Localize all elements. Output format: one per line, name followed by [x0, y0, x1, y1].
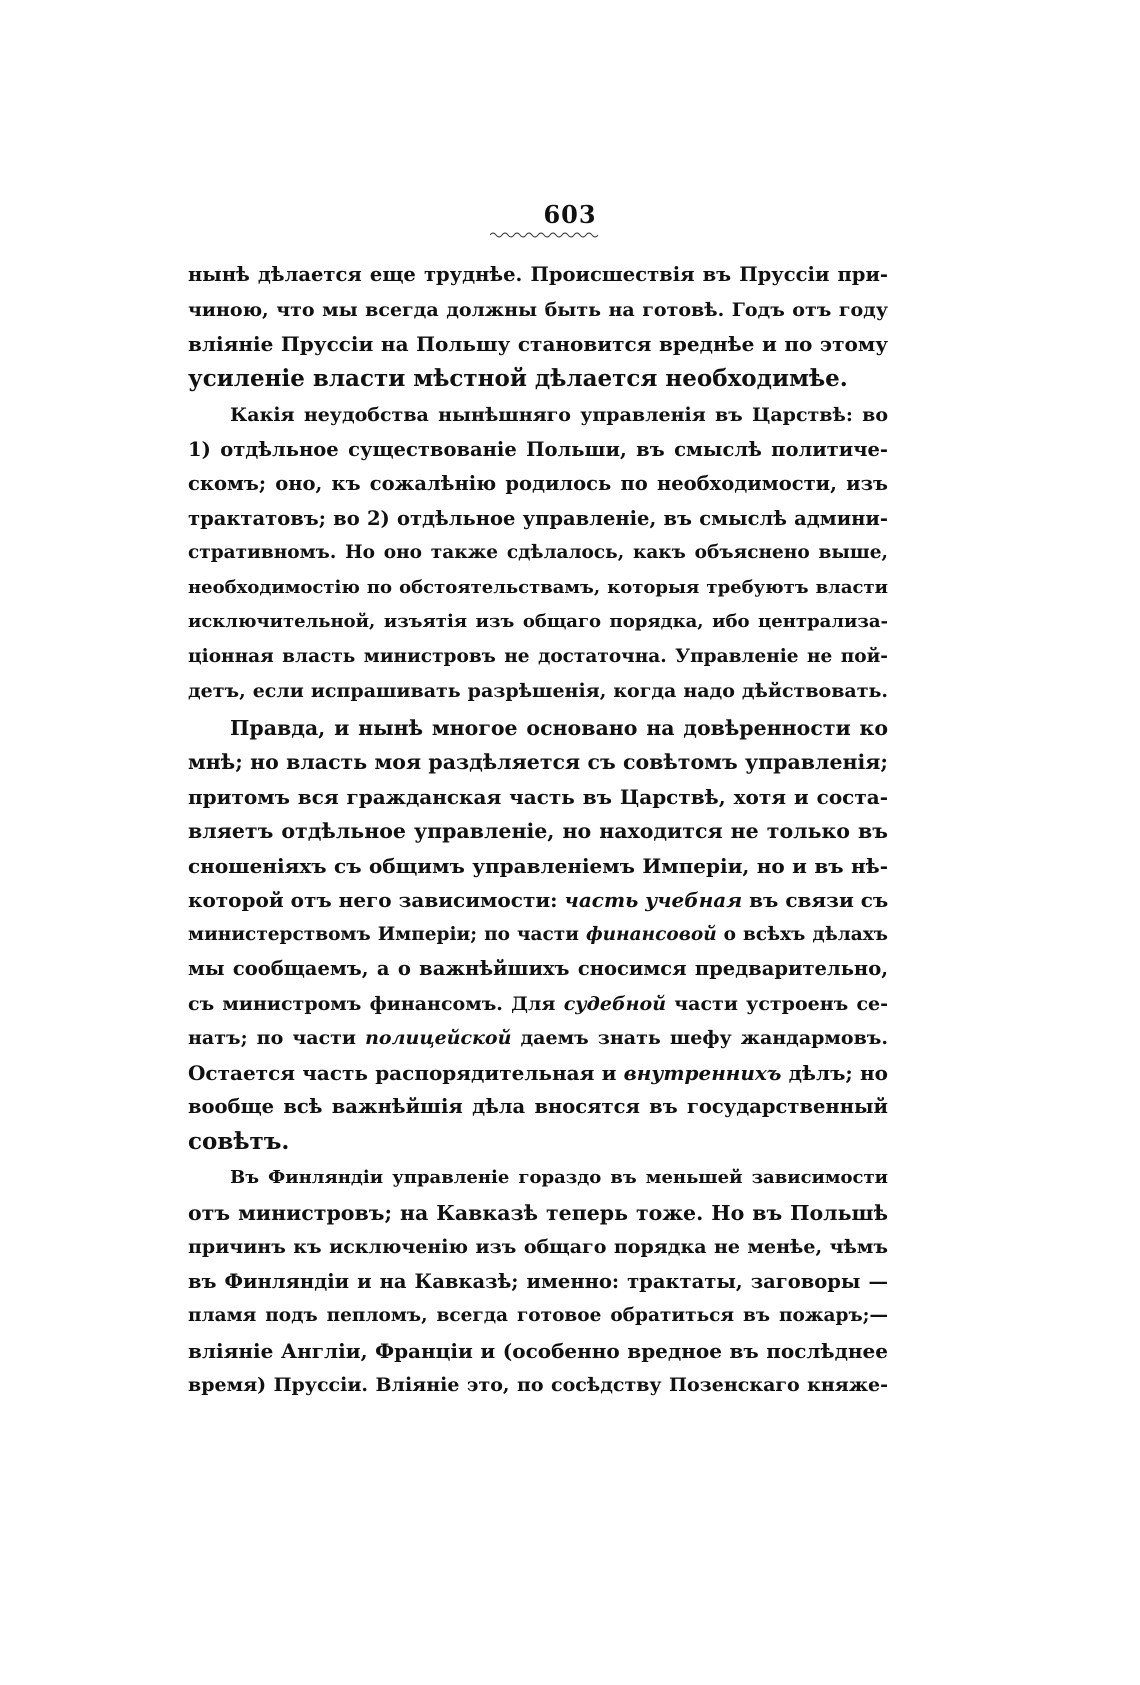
text-line: скомъ; оно, къ сожалѣнію родилось по необходимости, изъ: [188, 472, 888, 495]
body-text: [188, 258, 888, 1403]
emphasis: полицейской: [365, 1027, 512, 1049]
text-line: мнѣ; но власть моя раздѣляется съ совѣтомъ управленія;: [188, 750, 888, 774]
paragraph: [188, 1161, 888, 1403]
text-line: вліяніе Пруссіи на Польшу становится вреднѣе и по этому: [188, 332, 888, 356]
text-line: притомъ вся гражданская часть въ Царствѣ, хотя и соста-: [188, 784, 888, 809]
emphasis: судебной: [563, 992, 667, 1015]
text-line: Въ Финляндіи управленіе гораздо въ меньшей зависимости: [230, 1167, 888, 1188]
text-run: натъ; по части: [188, 1027, 366, 1049]
text-line: совѣтъ.: [188, 1127, 290, 1155]
text-line: Правда, и нынѣ многое основано на довѣренности ко: [230, 715, 888, 740]
text-line: трактатовъ; во 2) отдѣльное управленіе, въ смыслѣ админи-: [188, 506, 888, 530]
page-number: 603: [543, 200, 597, 229]
text-run: дѣлъ; но: [781, 1060, 888, 1085]
text-line: отъ министровъ; на Кавказѣ теперь тоже. Но въ Польшѣ: [188, 1200, 888, 1225]
text-line: ціонная власть министровъ не достаточна. Управленіе не пой-: [188, 645, 888, 667]
text-run: съ министромъ финансомъ. Для: [188, 992, 564, 1015]
text-line: 1) отдѣльное существованіе Польши, въ смыслѣ политиче-: [188, 437, 888, 461]
text-line: [188, 1056, 888, 1091]
text-line: усиленіе власти мѣстной дѣлается необходимѣе.: [188, 364, 848, 392]
text-line: стративномъ. Но оно также сдѣлалось, какъ объяснено выше,: [188, 542, 888, 563]
text-run: въ связи съ: [742, 888, 888, 912]
text-line: чиною, что мы всегда должны быть на готовѣ. Годъ отъ году: [188, 298, 888, 321]
text-line: вляетъ отдѣльное управленіе, но находится не только въ: [188, 819, 888, 843]
text-line: [188, 1021, 888, 1056]
emphasis: финансовой: [586, 923, 717, 945]
text-line: вліяніе Англіи, Франціи и (особенно вредное въ послѣднее: [188, 1338, 888, 1363]
text-line: [188, 918, 888, 953]
paragraph: [188, 711, 888, 1160]
text-line: исключительной, изъятія изъ общаго порядка, ибо централиза-: [188, 611, 888, 632]
text-run: министерствомъ Имперіи; по части: [188, 923, 586, 945]
text-run: Остается часть распорядительная и: [188, 1060, 624, 1085]
text-line: причинъ къ исключенію изъ общаго порядка не менѣе, чѣмъ: [188, 1236, 888, 1258]
text-line: мы сообщаемъ, а о важнѣйшихъ сносимся предварительно,: [188, 957, 888, 980]
text-line: [188, 883, 888, 918]
text-line: время) Пруссіи. Вліяніе это, по сосѣдству Позенскаго княже-: [188, 1374, 888, 1396]
paragraph: [188, 398, 888, 709]
text-line: сношеніяхъ съ общимъ управленіемъ Имперіи, но и въ нѣ-: [188, 853, 888, 878]
paragraph: [188, 258, 888, 396]
text-run: о всѣхъ дѣлахъ: [716, 923, 888, 945]
text-run: даемъ знать шефу жандармовъ.: [511, 1027, 888, 1049]
text-line: необходимостію по обстоятельствамъ, которыя требуютъ власти: [188, 576, 888, 598]
emphasis: внутреннихъ: [623, 1060, 782, 1085]
text-line: въ Финляндіи и на Кавказѣ; именно: трактаты, заговоры —: [188, 1269, 888, 1293]
page-number-ornament: [490, 230, 600, 240]
text-line: пламя подъ пепломъ, всегда готовое обратиться въ пожаръ;—: [188, 1305, 888, 1326]
text-line: нынѣ дѣлается еще труднѣе. Происшествія въ Пруссіи при-: [188, 263, 888, 286]
text-line: вообще всѣ важнѣйшія дѣла вносятся въ государственный: [188, 1095, 888, 1118]
text-line: Какія неудобства нынѣшняго управленія въ Царствѣ: во: [230, 404, 888, 426]
text-line: детъ, если испрашивать разрѣшенія, когда надо дѣйствовать.: [188, 680, 888, 702]
text-line: [188, 987, 888, 1022]
text-run: части устроенъ се-: [666, 992, 888, 1015]
emphasis: часть учебная: [564, 888, 743, 912]
text-run: которой отъ него зависимости:: [188, 888, 565, 912]
